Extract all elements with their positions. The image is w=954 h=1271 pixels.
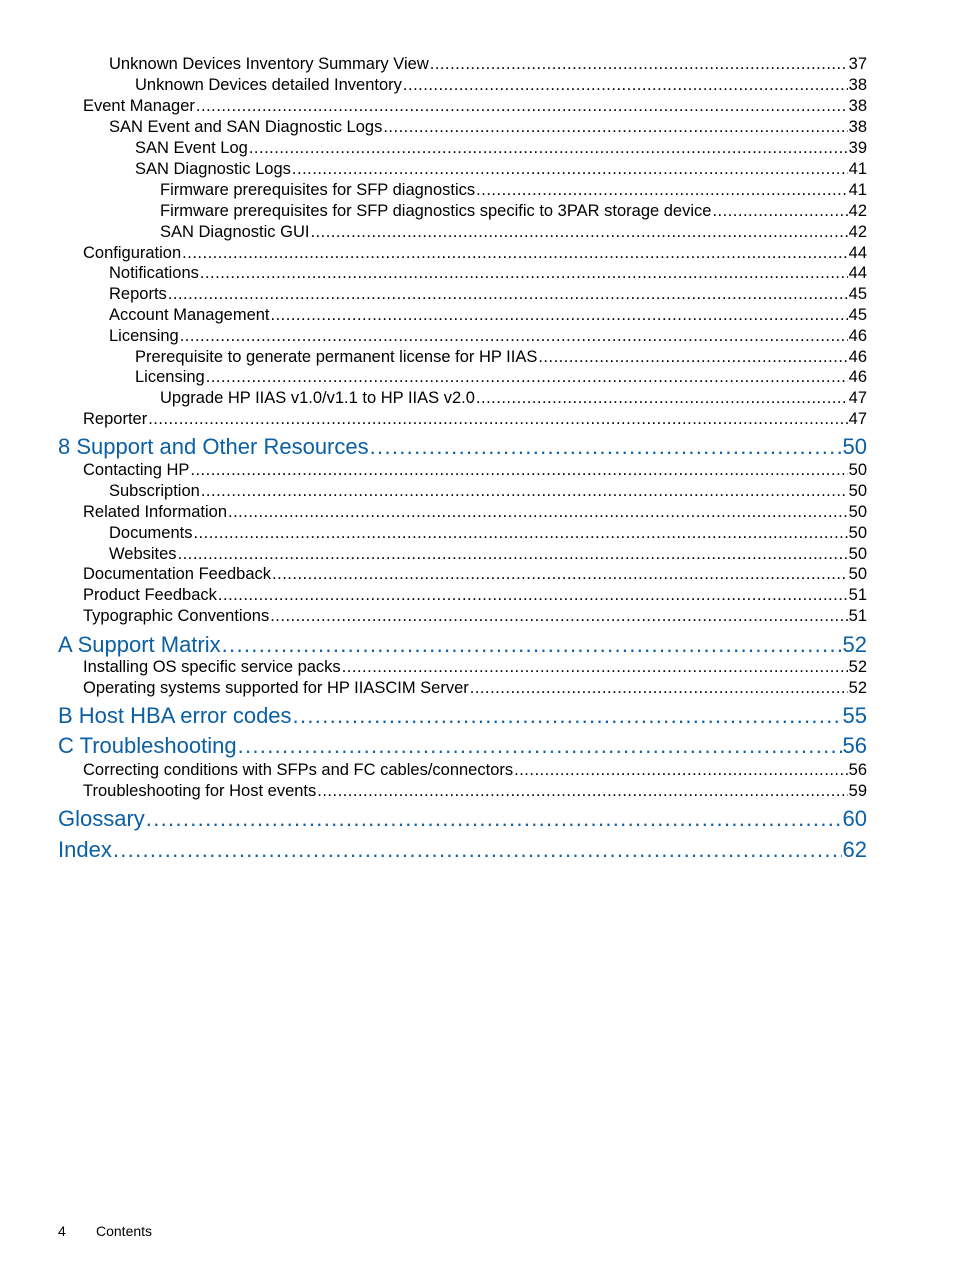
toc-entry-page: 46 bbox=[848, 348, 867, 366]
footer-section-label: Contents bbox=[96, 1223, 153, 1239]
dot-leader bbox=[249, 139, 848, 158]
dot-leader bbox=[148, 410, 847, 429]
toc-entry-title: Installing OS specific service packs bbox=[83, 658, 341, 676]
dot-leader bbox=[272, 565, 848, 584]
dot-leader bbox=[292, 160, 848, 179]
dot-leader bbox=[193, 524, 847, 543]
dot-leader bbox=[538, 348, 847, 367]
toc-entry-title: Typographic Conventions bbox=[83, 607, 270, 625]
toc-entry-page: 46 bbox=[848, 368, 867, 386]
dot-leader bbox=[370, 434, 842, 460]
dot-leader bbox=[201, 482, 848, 501]
toc-entry-title: Troubleshooting for Host events bbox=[83, 782, 317, 800]
page-footer bbox=[58, 1223, 152, 1239]
toc-entry-page: 50 bbox=[848, 565, 867, 583]
toc-entry[interactable] bbox=[109, 482, 867, 501]
footer-page-number: 4 bbox=[58, 1223, 66, 1239]
toc-entry-page: 50 bbox=[848, 524, 867, 542]
toc-entry-title: Licensing bbox=[135, 368, 205, 386]
toc-entry[interactable] bbox=[83, 503, 867, 522]
toc-entry[interactable] bbox=[109, 285, 867, 304]
toc-entry-title: Contacting HP bbox=[83, 461, 190, 479]
toc-entry-title: SAN Event and SAN Diagnostic Logs bbox=[109, 118, 383, 136]
toc-entry-page: 37 bbox=[848, 55, 867, 73]
toc-entry-page: 44 bbox=[848, 244, 867, 262]
toc-entry-title: C Troubleshooting bbox=[58, 733, 237, 758]
dot-leader bbox=[206, 368, 848, 387]
toc-entry-page: 42 bbox=[848, 223, 867, 241]
toc-entry-page: 56 bbox=[842, 733, 867, 758]
toc-entry-title: Related Information bbox=[83, 503, 227, 521]
toc-entry-page: 38 bbox=[848, 76, 867, 94]
toc-entry[interactable] bbox=[83, 761, 867, 780]
toc-entry-title: Account Management bbox=[109, 306, 270, 324]
toc-entry-page: 41 bbox=[848, 160, 867, 178]
toc-entry[interactable] bbox=[83, 244, 867, 263]
toc-chapter-entry[interactable] bbox=[58, 632, 867, 658]
toc-entry-title: Product Feedback bbox=[83, 586, 217, 604]
dot-leader bbox=[238, 733, 842, 759]
dot-leader bbox=[168, 285, 848, 304]
dot-leader bbox=[200, 264, 848, 283]
toc-entry-page: 38 bbox=[848, 97, 867, 115]
dot-leader bbox=[317, 782, 847, 801]
toc-entry[interactable] bbox=[109, 264, 867, 283]
toc-entry-title: Unknown Devices detailed Inventory bbox=[135, 76, 402, 94]
dot-leader bbox=[293, 703, 842, 729]
toc-entry[interactable] bbox=[160, 389, 867, 408]
dot-leader bbox=[182, 244, 847, 263]
dot-leader bbox=[476, 389, 848, 408]
toc-entry[interactable] bbox=[135, 160, 867, 179]
toc-entry-title: Subscription bbox=[109, 482, 200, 500]
toc-entry-title: Prerequisite to generate permanent license for HP IIAS bbox=[135, 348, 538, 366]
toc-entry-page: 56 bbox=[848, 761, 867, 779]
toc-entry-page: 45 bbox=[848, 306, 867, 324]
toc-entry-page: 47 bbox=[848, 410, 867, 428]
toc-entry[interactable] bbox=[83, 410, 867, 429]
toc-entry-page: 45 bbox=[848, 285, 867, 303]
toc-entry[interactable] bbox=[160, 223, 867, 242]
toc-entry[interactable] bbox=[135, 76, 867, 95]
toc-entry-page: 52 bbox=[848, 658, 867, 676]
toc-entry-title: Unknown Devices Inventory Summary View bbox=[109, 55, 429, 73]
toc-chapter-entry[interactable] bbox=[58, 806, 867, 832]
toc-entry-title: Websites bbox=[109, 545, 177, 563]
toc-entry-title: Index bbox=[58, 837, 112, 862]
toc-entry-title: Firmware prerequisites for SFP diagnostics bbox=[160, 181, 476, 199]
toc-entry-page: 59 bbox=[848, 782, 867, 800]
toc-entry[interactable] bbox=[160, 181, 867, 200]
dot-leader bbox=[180, 327, 848, 346]
toc-entry[interactable] bbox=[135, 348, 867, 367]
toc-entry-title: Licensing bbox=[109, 327, 179, 345]
toc-entry[interactable] bbox=[109, 306, 867, 325]
dot-leader bbox=[476, 181, 847, 200]
toc-entry[interactable] bbox=[83, 679, 867, 698]
dot-leader bbox=[190, 461, 847, 480]
toc-entry[interactable] bbox=[109, 545, 867, 564]
toc-entry-title: SAN Diagnostic GUI bbox=[160, 223, 310, 241]
toc-entry-page: 52 bbox=[848, 679, 867, 697]
dot-leader bbox=[342, 658, 848, 677]
toc-entry-page: 51 bbox=[848, 586, 867, 604]
toc-entry[interactable] bbox=[83, 658, 867, 677]
dot-leader bbox=[383, 118, 847, 137]
dot-leader bbox=[310, 223, 847, 242]
toc-entry-page: 42 bbox=[848, 202, 867, 220]
toc-entry-title: Correcting conditions with SFPs and FC cables/connectors bbox=[83, 761, 514, 779]
toc-entry-page: 50 bbox=[848, 461, 867, 479]
dot-leader bbox=[178, 545, 848, 564]
dot-leader bbox=[430, 55, 848, 74]
toc-entry[interactable] bbox=[83, 607, 867, 626]
toc-entry[interactable] bbox=[109, 118, 867, 137]
dot-leader bbox=[271, 306, 848, 325]
toc-entry[interactable] bbox=[83, 782, 867, 801]
toc-entry-page: 60 bbox=[842, 806, 867, 831]
toc-entry-title: A Support Matrix bbox=[58, 632, 221, 657]
toc-entry-page: 50 bbox=[848, 503, 867, 521]
toc-entry-page: 38 bbox=[848, 118, 867, 136]
toc-entry[interactable] bbox=[83, 586, 867, 605]
toc-chapter-entry[interactable] bbox=[58, 733, 867, 759]
toc-entry-title: B Host HBA error codes bbox=[58, 703, 292, 728]
toc-entry[interactable] bbox=[160, 202, 867, 221]
dot-leader bbox=[113, 837, 842, 863]
toc-entry-page: 50 bbox=[848, 482, 867, 500]
dot-leader bbox=[712, 202, 847, 221]
toc-entry-title: Event Manager bbox=[83, 97, 195, 115]
toc-entry-page: 41 bbox=[848, 181, 867, 199]
toc-entry-page: 47 bbox=[848, 389, 867, 407]
toc-entry-title: Firmware prerequisites for SFP diagnostics specific to 3PAR storage device bbox=[160, 202, 712, 220]
toc-entry-page: 55 bbox=[842, 703, 867, 728]
toc-entry-page: 46 bbox=[848, 327, 867, 345]
toc-chapter-entry[interactable] bbox=[58, 434, 867, 460]
toc-entry-page: 51 bbox=[848, 607, 867, 625]
dot-leader bbox=[270, 607, 847, 626]
toc-entry-title: SAN Diagnostic Logs bbox=[135, 160, 291, 178]
dot-leader bbox=[403, 76, 848, 95]
toc-entry-title: 8 Support and Other Resources bbox=[58, 434, 369, 459]
dot-leader bbox=[196, 97, 848, 116]
toc-entry[interactable] bbox=[83, 461, 867, 480]
toc-entry-page: 52 bbox=[842, 632, 867, 657]
toc-entry[interactable] bbox=[135, 139, 867, 158]
dot-leader bbox=[514, 761, 848, 780]
toc-entry[interactable] bbox=[109, 55, 867, 74]
toc-entry-page: 50 bbox=[842, 434, 867, 459]
toc-entry[interactable] bbox=[109, 524, 867, 543]
toc-entry-title: Documentation Feedback bbox=[83, 565, 272, 583]
toc-entry-page: 62 bbox=[842, 837, 867, 862]
toc-chapter-entry[interactable] bbox=[58, 703, 867, 729]
dot-leader bbox=[470, 679, 848, 698]
dot-leader bbox=[228, 503, 848, 522]
toc-entry-title: Notifications bbox=[109, 264, 199, 282]
toc-entry-title: Configuration bbox=[83, 244, 182, 262]
toc-entry-title: SAN Event Log bbox=[135, 139, 248, 157]
toc-entry[interactable] bbox=[83, 565, 867, 584]
toc-chapter-entry[interactable] bbox=[58, 837, 867, 863]
toc-entry-page: 50 bbox=[848, 545, 867, 563]
toc-entry-title: Reports bbox=[109, 285, 167, 303]
dot-leader bbox=[218, 586, 848, 605]
dot-leader bbox=[222, 632, 842, 658]
dot-leader bbox=[146, 806, 842, 832]
toc-entry-page: 39 bbox=[848, 139, 867, 157]
toc-entry-title: Reporter bbox=[83, 410, 148, 428]
toc-entry-page: 44 bbox=[848, 264, 867, 282]
toc-entry[interactable] bbox=[109, 327, 867, 346]
toc-entry-title: Upgrade HP IIAS v1.0/v1.1 to HP IIAS v2.0 bbox=[160, 389, 475, 407]
toc-entry-title: Documents bbox=[109, 524, 193, 542]
toc-entry-title: Glossary bbox=[58, 806, 145, 831]
toc-entry[interactable] bbox=[135, 368, 867, 387]
toc-entry-title: Operating systems supported for HP IIASCIM Server bbox=[83, 679, 469, 697]
toc-entry[interactable] bbox=[83, 97, 867, 116]
